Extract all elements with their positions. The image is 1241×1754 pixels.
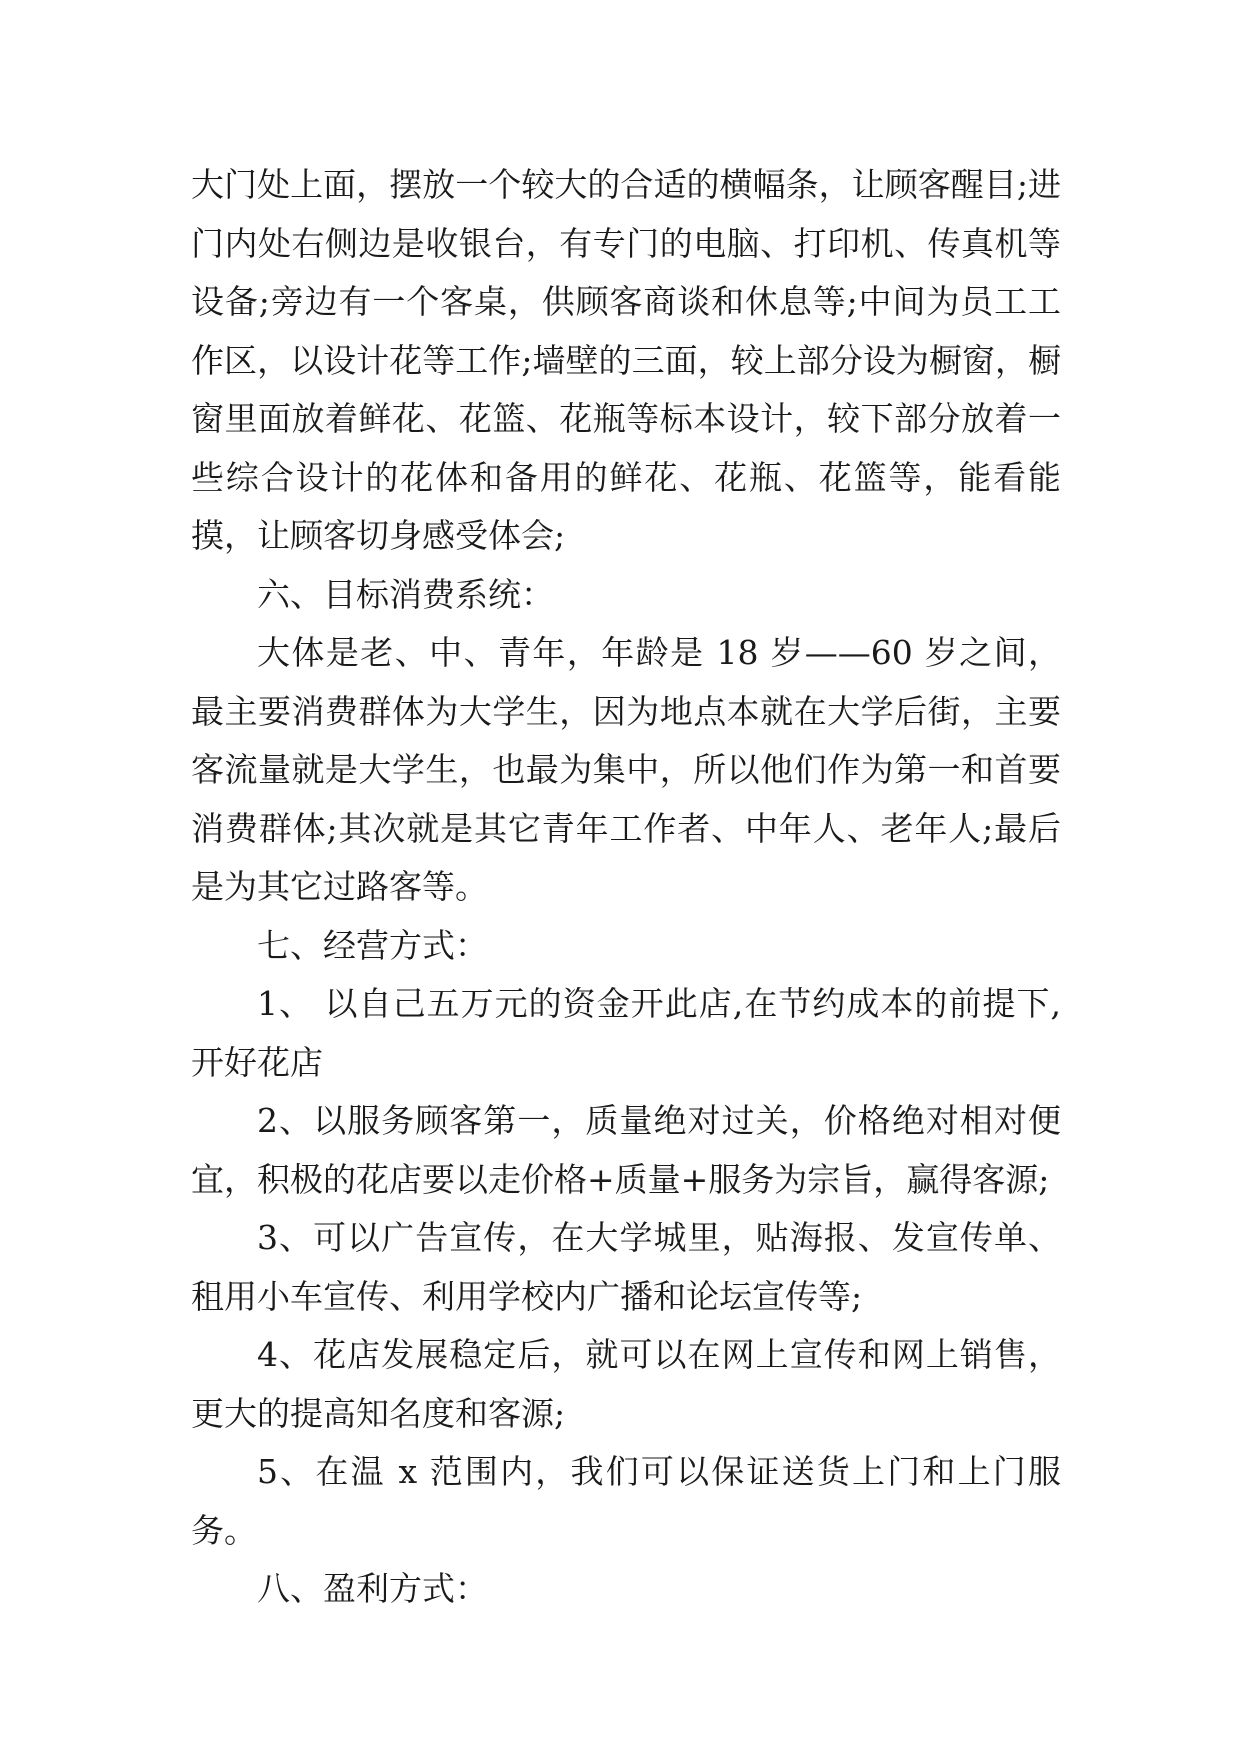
list-item-3: 3、可以广告宣传，在大学城里，贴海报、发宣传单、租用小车宣传、利用学校内广播和论坛宣传等; [191,1218,1061,1316]
paragraph-store-layout: 大门处上面，摆放一个较大的合适的横幅条，让顾客醒目;进门内处右侧边是收银台，有专门的电脑、打印机、传真机等设备;旁边有一个客桌，供顾客商谈和休息等;中间为员工工作区，以设计花等工作;墙壁的三面，较上部分设为橱窗，橱窗里面放着鲜花、花篮、花瓶等标本设计，较下部分放着一些综合设计的花体和备用的鲜花、花瓶、花篮等，能看能摸，让顾客切身感受体会; [191,165,1061,555]
section-heading-business-methods: 七、经营方式： [257,925,488,965]
list-item-2: 2、以服务顾客第一，质量绝对过关，价格绝对相对便宜，积极的花店要以走价格+质量+服务为宗旨，赢得客源; [191,1101,1061,1199]
section-heading-profit-methods: 八、盈利方式： [257,1569,488,1608]
section-heading-target-consumers: 六、目标消费系统： [257,574,554,614]
document-body [191,156,1061,1619]
paragraph-target-consumers: 大体是老、中、青年，年龄是 18 岁——60 岁之间，最主要消费群体为大学生，因为地点本就在大学后街，主要客流量就是大学生，也最为集中，所以他们作为第一和首要消费群体;其次就是其它青年工作者、中年人、老年人;最后是为其它过路客等。 [191,633,1061,906]
list-item-4: 4、花店发展稳定后，就可以在网上宣传和网上销售，更大的提高知名度和客源; [191,1335,1061,1433]
list-item-1: 1、 以自己五万元的资金开此店,在节约成本的前提下,开好花店 [191,984,1061,1082]
list-item-5: 5、在温 x 范围内，我们可以保证送货上门和上门服务。 [191,1452,1061,1550]
